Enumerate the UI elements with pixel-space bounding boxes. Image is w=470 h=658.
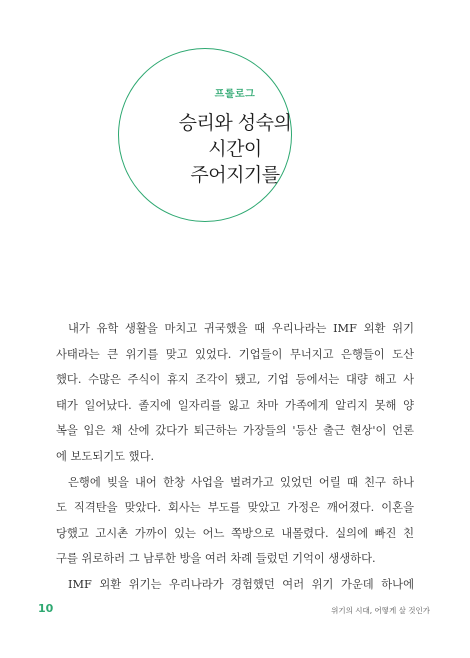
body-line: 은행에 빚을 내어 한창 사업을 벌려가고 있었던 어릴 때 친구 하나 (68, 475, 414, 489)
body-line: 사태라는 큰 위기를 맞고 있었다. 기업들이 무너지고 은행들이 도산 (56, 347, 414, 361)
chapter-title-line: 주어지기를 (190, 164, 280, 186)
body-line: 도 직격탄을 맞았다. 회사는 부도를 맞았고 가정은 깨어졌다. 이혼을 (56, 501, 414, 515)
body-line: 복을 입은 채 산에 갔다가 퇴근하는 가장들의 '등산 출근 현상'이 언론 (56, 424, 414, 438)
body-line: 구를 위로하러 그 남루한 방을 여러 차례 들렀던 기억이 생생하다. (56, 552, 376, 566)
chapter-title-line: 시간이 (208, 138, 262, 160)
body-text (56, 316, 414, 598)
body-line: 내가 유학 생활을 마치고 귀국했을 때 우리나라는 IMF 외환 위기 (68, 322, 414, 335)
body-line: 당했고 고시촌 가까이 있는 어느 쪽방으로 내몰렸다. 실의에 빠진 친 (56, 526, 414, 540)
body-line: 했다. 수많은 주식이 휴지 조각이 됐고, 기업 등에서는 대량 해고 사 (56, 373, 414, 387)
chapter-title (0, 110, 470, 188)
running-title: 위기의 시대, 어떻게 살 것인가 (331, 606, 430, 615)
body-line: IMF 외환 위기는 우리나라가 경험했던 여러 위기 가운데 하나에 (68, 577, 414, 591)
chapter-title-line: 승리와 성숙의 (178, 112, 292, 134)
page-number: 10 (38, 602, 54, 615)
body-line: 태가 일어났다. 졸지에 일자리를 잃고 차마 가족에게 알리지 못해 양 (56, 398, 414, 412)
section-label: 프롤로그 (214, 89, 256, 100)
body-line: 에 보도되기도 했다. (56, 449, 155, 463)
